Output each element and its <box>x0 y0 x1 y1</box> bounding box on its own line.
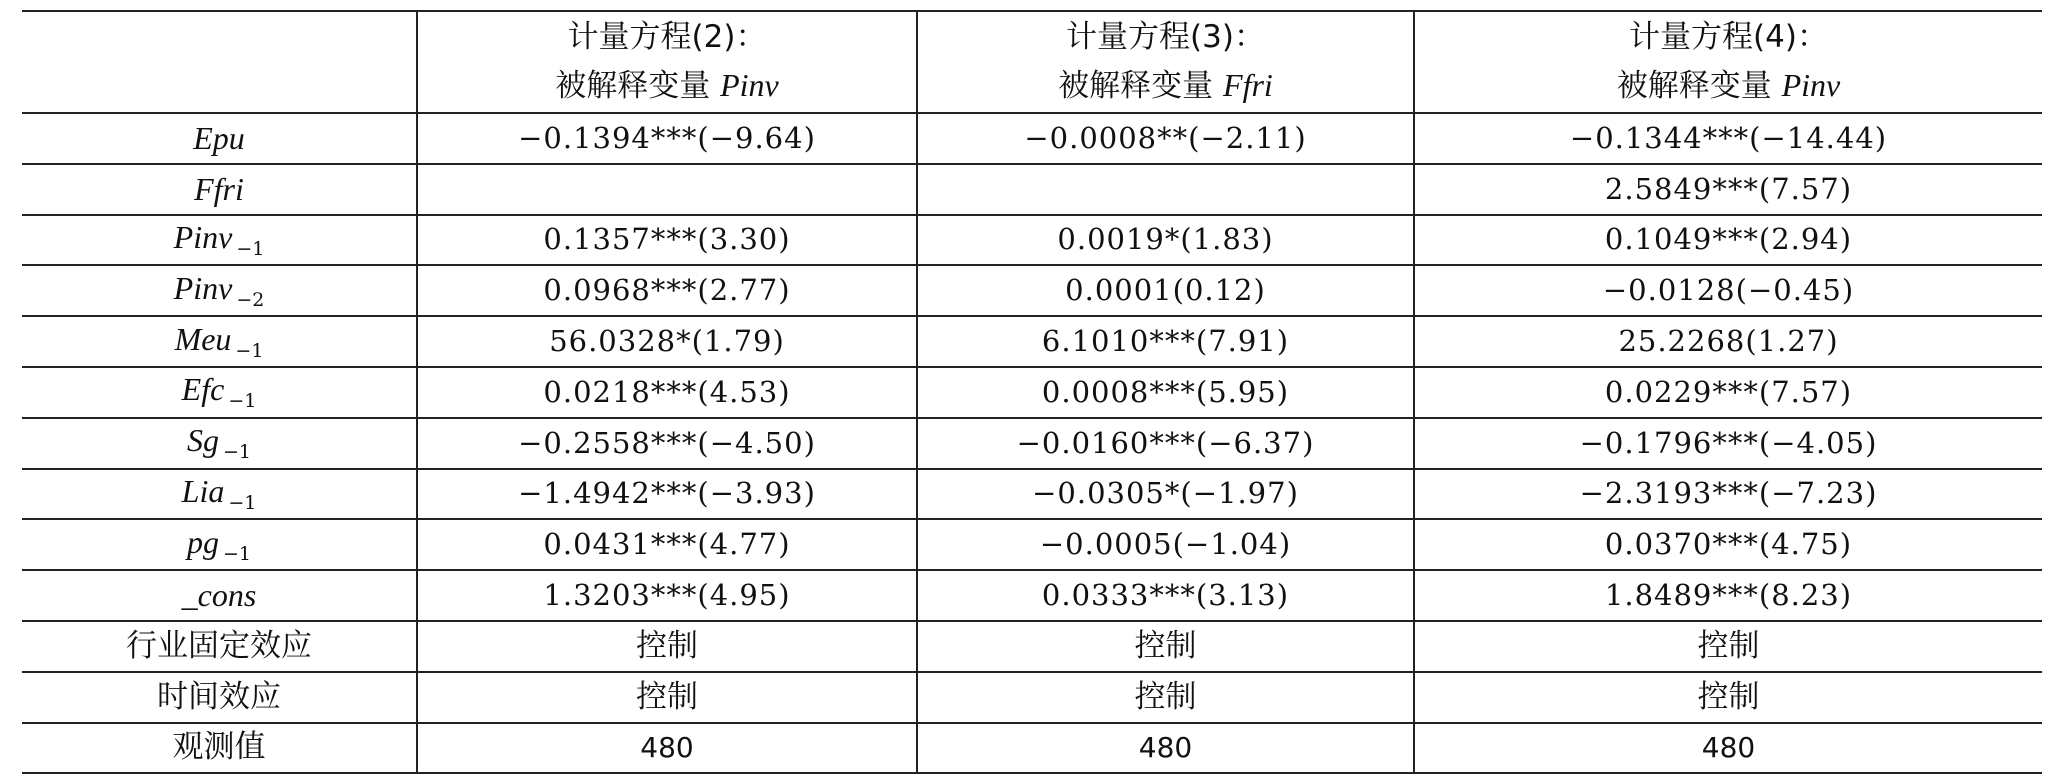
variable-name: Epu <box>193 119 245 156</box>
row-label: 观测值 <box>22 723 417 774</box>
table-row <box>22 672 2042 723</box>
coef-cell-eq3: 0.0333***(3.13) <box>917 570 1414 621</box>
coef-cell-eq3: −0.0005(−1.04) <box>917 519 1414 570</box>
control-cell-eq4: 控制 <box>1414 672 2042 723</box>
coef-cell-eq3: 0.0019*(1.83) <box>917 215 1414 266</box>
header-col-eq3 <box>917 11 1414 113</box>
variable-name: Meu <box>174 320 232 357</box>
variable-cell <box>22 164 417 215</box>
variable-name: Sg <box>186 422 219 459</box>
coef-cell-eq4: −0.1344***(−14.44) <box>1414 113 2042 164</box>
coef-cell-eq4: 0.0370***(4.75) <box>1414 519 2042 570</box>
variable-lag: −1 <box>222 441 251 464</box>
control-cell-eq2: 480 <box>417 723 917 774</box>
table-row <box>22 215 2042 266</box>
variable-lag: −1 <box>236 237 265 260</box>
control-rows <box>22 621 2042 773</box>
header-eq4-dep-label: 被解释变量 <box>1616 68 1782 104</box>
coefficient-rows <box>22 113 2042 621</box>
header-eq4-title: 计量方程(4)： <box>1629 19 1828 55</box>
control-cell-eq3: 480 <box>917 723 1414 774</box>
variable-name: _cons <box>181 577 257 614</box>
coef-cell-eq4: −2.3193***(−7.23) <box>1414 469 2042 520</box>
coef-cell-eq3: 0.0001(0.12) <box>917 265 1414 316</box>
control-cell-eq4: 480 <box>1414 723 2042 774</box>
control-cell-eq2: 控制 <box>417 621 917 672</box>
table-row <box>22 113 2042 164</box>
coef-cell-eq2 <box>417 164 917 215</box>
coef-cell-eq4: 0.0229***(7.57) <box>1414 367 2042 418</box>
control-cell-eq3: 控制 <box>917 672 1414 723</box>
table-row <box>22 519 2042 570</box>
coef-cell-eq4: 25.2268(1.27) <box>1414 316 2042 367</box>
row-label: 行业固定效应 <box>22 621 417 672</box>
variable-lag: −1 <box>222 542 251 565</box>
coef-cell-eq3: −0.0008**(−2.11) <box>917 113 1414 164</box>
coef-cell-eq3: 6.1010***(7.91) <box>917 316 1414 367</box>
variable-cell <box>22 519 417 570</box>
variable-name: Pinv <box>173 218 233 255</box>
variable-cell <box>22 418 417 469</box>
header-eq2-title: 计量方程(2)： <box>567 19 767 55</box>
header-eq2-dep-label: 被解释变量 <box>555 68 721 104</box>
variable-cell <box>22 265 417 316</box>
coef-cell-eq2: 0.0218***(4.53) <box>417 367 917 418</box>
coef-cell-eq4: −0.1796***(−4.05) <box>1414 418 2042 469</box>
coef-cell-eq2: 0.0968***(2.77) <box>417 265 917 316</box>
variable-name: pg <box>186 523 219 560</box>
variable-lag: −2 <box>236 288 265 311</box>
coef-cell-eq3: −0.0305*(−1.97) <box>917 469 1414 520</box>
header-corner-cell <box>22 11 417 113</box>
variable-cell <box>22 113 417 164</box>
variable-lag: −1 <box>228 390 257 413</box>
variable-lag: −1 <box>228 491 257 514</box>
variable-name: Ffri <box>194 170 244 207</box>
variable-cell <box>22 469 417 520</box>
coef-cell-eq2: 0.1357***(3.30) <box>417 215 917 266</box>
control-cell-eq3: 控制 <box>917 621 1414 672</box>
table-row <box>22 367 2042 418</box>
coef-cell-eq4: 1.8489***(8.23) <box>1414 570 2042 621</box>
row-label: 时间效应 <box>22 672 417 723</box>
table-row <box>22 418 2042 469</box>
coef-cell-eq2: 0.0431***(4.77) <box>417 519 917 570</box>
table-row <box>22 621 2042 672</box>
coef-cell-eq2: −0.2558***(−4.50) <box>417 418 917 469</box>
variable-name: Pinv <box>173 269 233 306</box>
header-eq3-dep-var: Ffri <box>1223 67 1273 103</box>
variable-cell <box>22 316 417 367</box>
header-eq3-dep-label: 被解释变量 <box>1058 68 1224 104</box>
coef-cell-eq4: 2.5849***(7.57) <box>1414 164 2042 215</box>
coef-cell-eq4: 0.1049***(2.94) <box>1414 215 2042 266</box>
coef-cell-eq2: −0.1394***(−9.64) <box>417 113 917 164</box>
variable-cell <box>22 367 417 418</box>
coef-cell-eq4: −0.0128(−0.45) <box>1414 265 2042 316</box>
coef-cell-eq3: 0.0008***(5.95) <box>917 367 1414 418</box>
table-row <box>22 469 2042 520</box>
variable-name: Lia <box>181 472 225 509</box>
control-cell-eq4: 控制 <box>1414 621 2042 672</box>
variable-cell <box>22 570 417 621</box>
table-row <box>22 570 2042 621</box>
coef-cell-eq2: 1.3203***(4.95) <box>417 570 917 621</box>
header-eq2-dep-var: Pinv <box>720 67 779 103</box>
table-row <box>22 164 2042 215</box>
header-row <box>22 11 2042 113</box>
header-col-eq2 <box>417 11 917 113</box>
variable-lag: −1 <box>235 339 264 362</box>
table-row <box>22 265 2042 316</box>
header-eq3-title: 计量方程(3)： <box>1066 19 1265 55</box>
variable-name: Efc <box>181 371 225 408</box>
table-row <box>22 723 2042 774</box>
regression-results-table <box>22 10 2042 774</box>
coef-cell-eq3: −0.0160***(−6.37) <box>917 418 1414 469</box>
coef-cell-eq2: 56.0328*(1.79) <box>417 316 917 367</box>
coef-cell-eq2: −1.4942***(−3.93) <box>417 469 917 520</box>
table-row <box>22 316 2042 367</box>
variable-cell <box>22 215 417 266</box>
header-eq4-dep-var: Pinv <box>1781 67 1841 103</box>
control-cell-eq2: 控制 <box>417 672 917 723</box>
header-col-eq4 <box>1414 11 2042 113</box>
coef-cell-eq3 <box>917 164 1414 215</box>
